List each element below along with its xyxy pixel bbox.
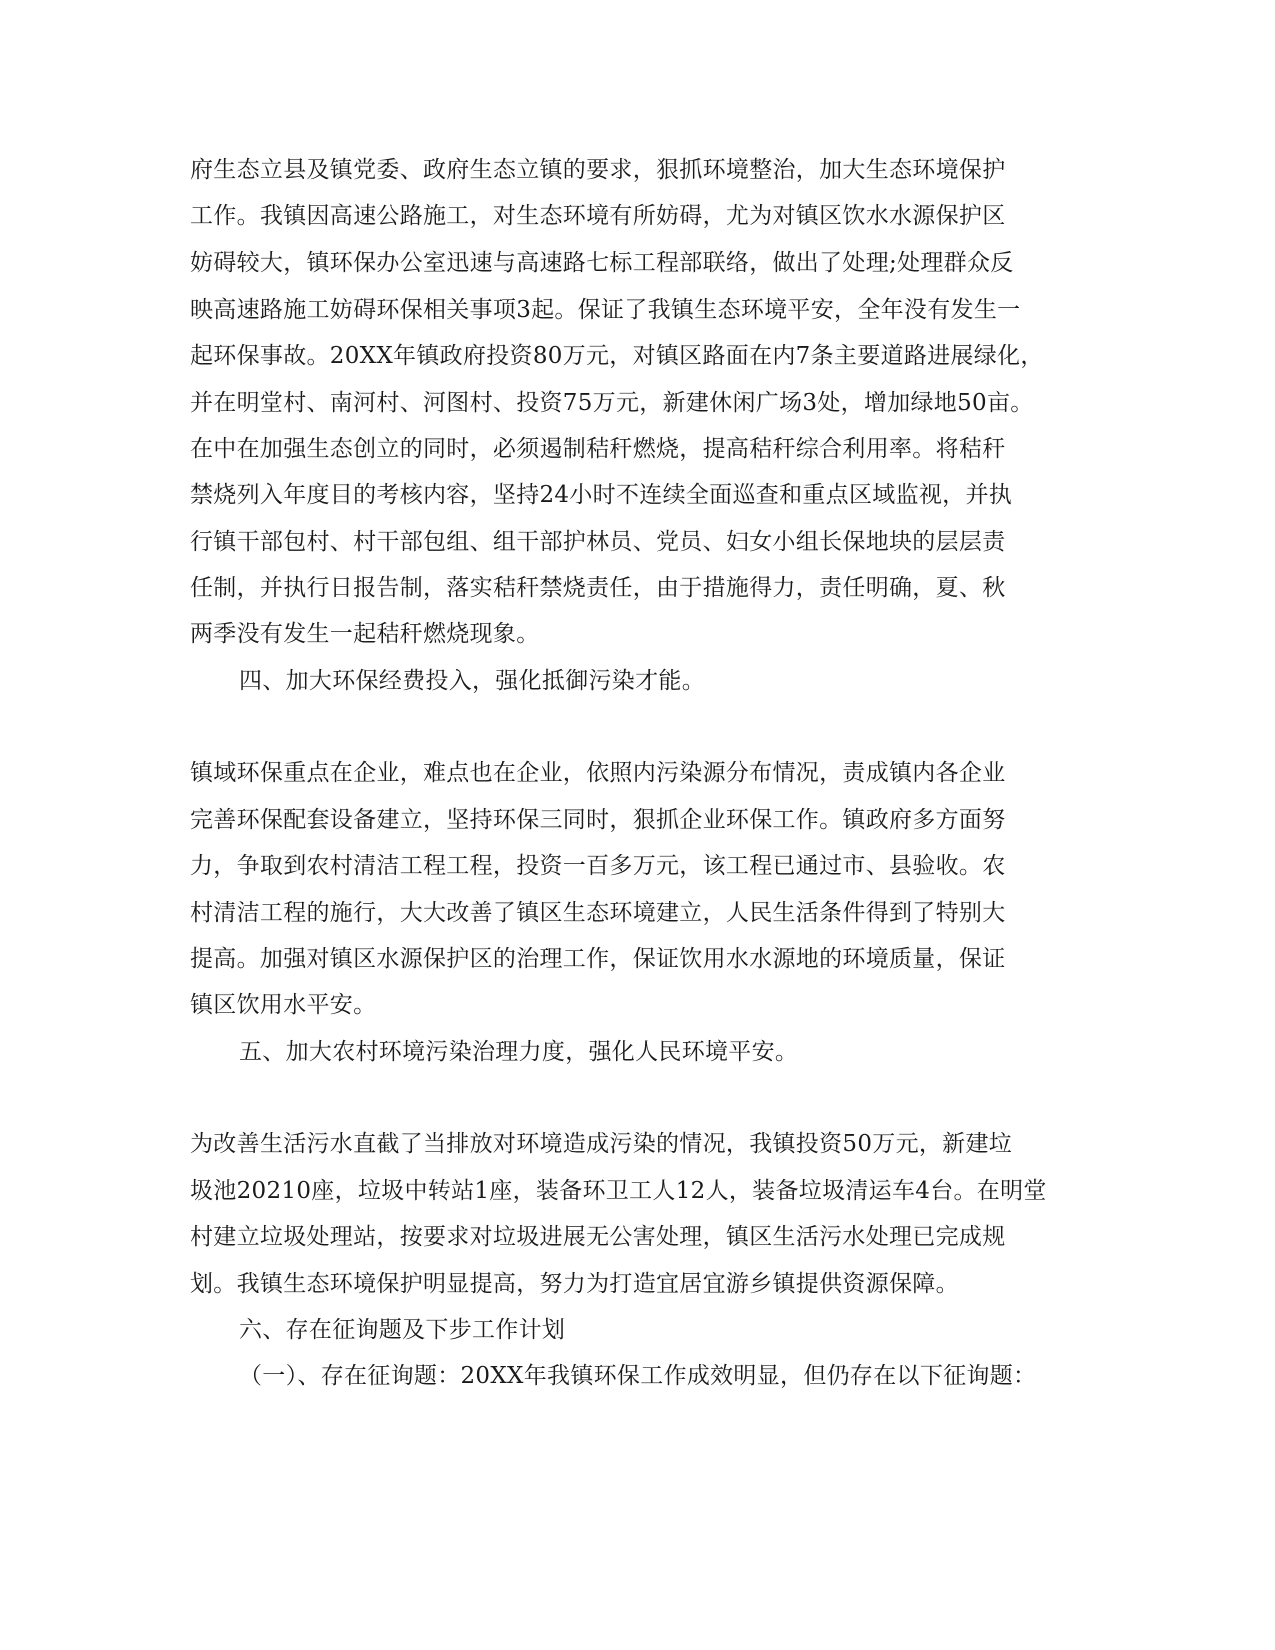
body-text-line: 圾池20210座，垃圾中转站1座，装备环卫工人12人，装备垃圾清运车4台。在明堂 [190,1178,1047,1204]
body-text-line: 妨碍较大，镇环保办公室迅速与高速路七标工程部联络，做出了处理;处理群众反 [190,250,1014,276]
body-text-line: 两季没有发生一起秸秆燃烧现象。 [190,621,540,647]
body-text-line: 提高。加强对镇区水源保护区的治理工作，保证饮用水水源地的环境质量，保证 [190,946,1006,972]
body-text-line: 行镇干部包村、村干部包组、组干部护林员、党员、妇女小组长保地块的层层责 [190,529,1006,555]
body-text-line: 任制，并执行日报告制，落实秸秆禁烧责任，由于措施得力，责任明确，夏、秋 [190,575,1006,601]
body-text-line: 村清洁工程的施行，大大改善了镇区生态环境建立，人民生活条件得到了特别大 [190,900,1006,926]
body-text-line: 在中在加强生态创立的同时，必须遏制秸秆燃烧，提高秸秆综合利用率。将秸秆 [190,436,1006,462]
body-text-line: 村建立垃圾处理站，按要求对垃圾进展无公害处理，镇区生活污水处理已完成规 [190,1224,1006,1250]
body-text-line: 为改善生活污水直截了当排放对环境造成污染的情况，我镇投资50万元，新建垃 [190,1131,1013,1157]
subsection-heading: （一）、存在征询题：20XX年我镇环保工作成效明显，但仍存在以下征询题： [239,1363,1037,1389]
body-text-line: 府生态立县及镇党委、政府生态立镇的要求，狠抓环境整治，加大生态环境保护 [190,157,1006,183]
body-text-line: 镇区饮用水平安。 [190,992,377,1018]
body-text-line: 禁烧列入年度目的考核内容，坚持24小时不连续全面巡查和重点区域监视，并执 [190,482,1013,508]
body-text-line: 起环保事故。20XX年镇政府投资80万元，对镇区路面在内7条主要道路进展绿化， [190,343,1044,369]
body-text-line: 镇域环保重点在企业，难点也在企业，依照内污染源分布情况，责成镇内各企业 [190,760,1006,786]
body-text-line: 映高速路施工妨碍环保相关事项3起。保证了我镇生态环境平安，全年没有发生一 [190,297,1021,323]
body-text-line: 工作。我镇因高速公路施工，对生态环境有所妨碍，尤为对镇区饮水水源保护区 [190,203,1006,229]
body-text-line: 划。我镇生态环境保护明显提高，努力为打造宜居宜游乡镇提供资源保障。 [190,1271,959,1297]
body-text-line: 力，争取到农村清洁工程工程，投资一百多万元，该工程已通过市、县验收。农 [190,853,1006,879]
section-heading: 六、存在征询题及下步工作计划 [239,1317,566,1343]
body-text-line: 并在明堂村、南河村、河图村、投资75万元，新建休闲广场3处，增加绿地50亩。 [190,390,1034,416]
body-text-line: 完善环保配套设备建立，坚持环保三同时，狠抓企业环保工作。镇政府多方面努 [190,807,1006,833]
section-heading: 四、加大环保经费投入，强化抵御污染才能。 [239,668,705,694]
section-heading: 五、加大农村环境污染治理力度，强化人民环境平安。 [239,1039,799,1065]
